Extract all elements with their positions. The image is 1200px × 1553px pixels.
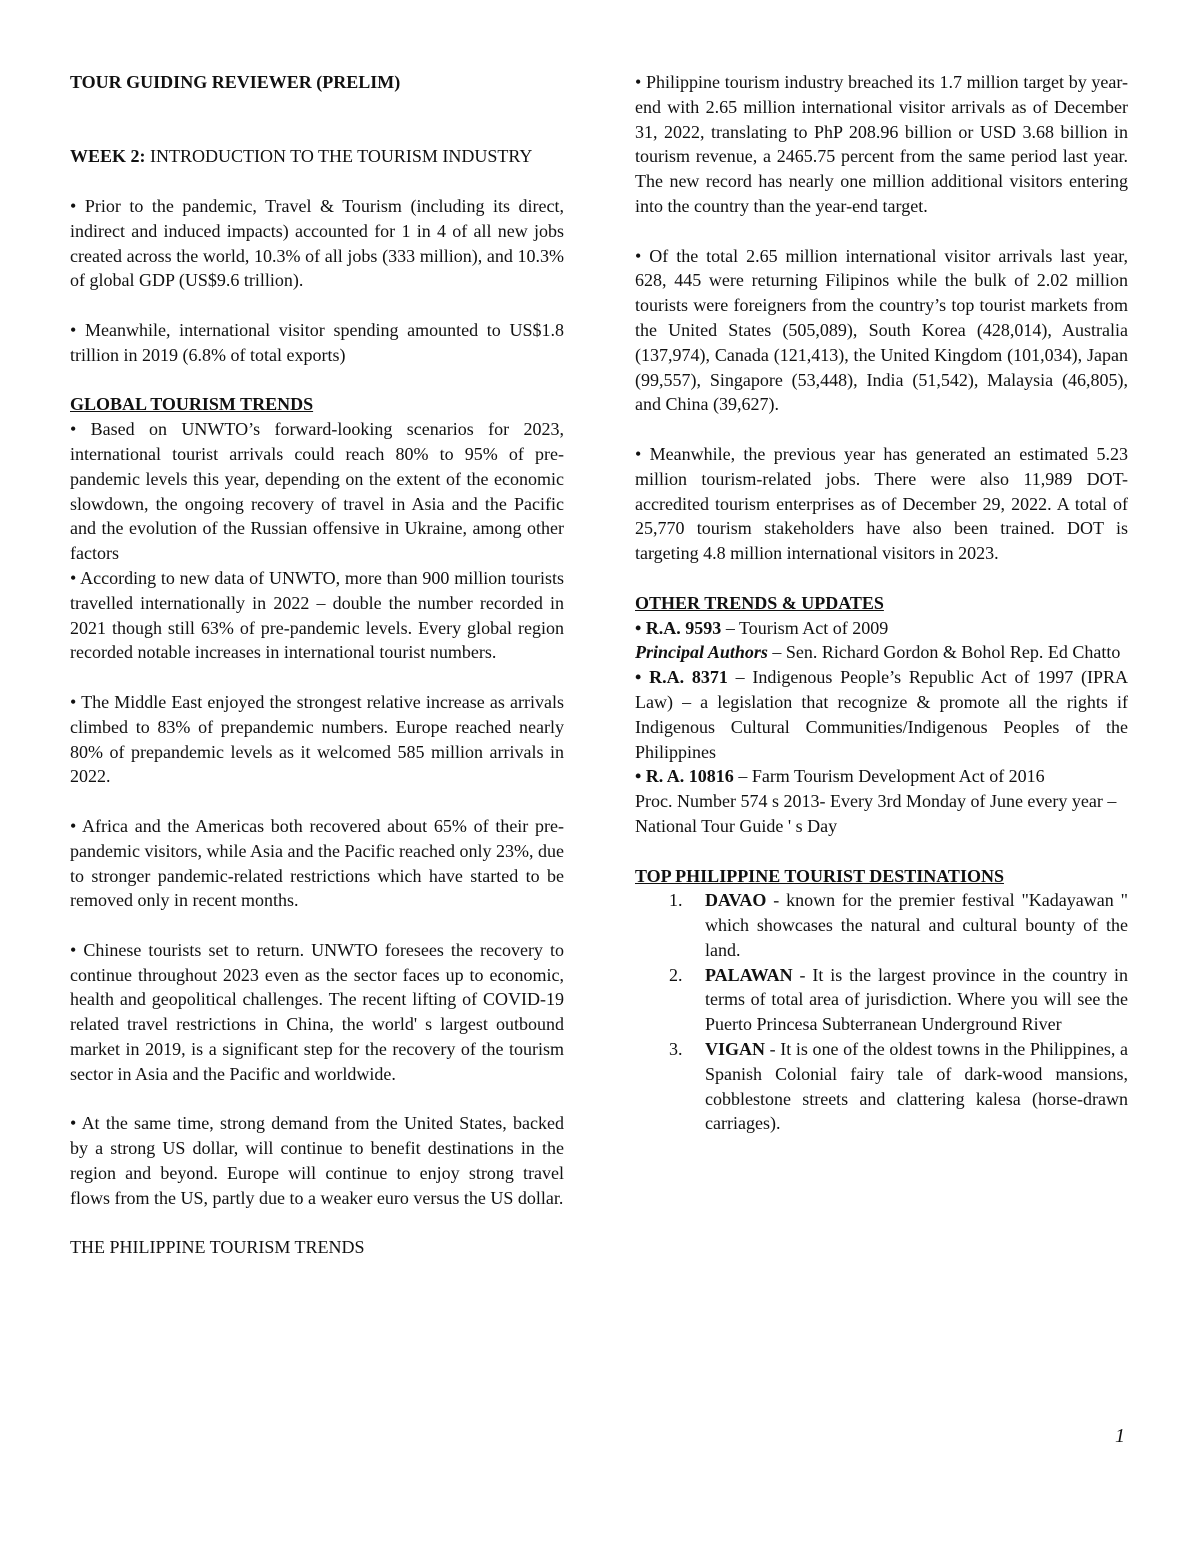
global-bullet: • Chinese tourists set to return. UNWTO foresees the recovery to continue throughout 2023 even as the sector faces up to economic, health and geopolitical challenges. The recent lifting of COVID-19 related travel restrictions in China, the world' s largest outbound market in 2019, is a significant step for the recovery of the tourism sector in Asia and the Pacific and worldwide.: [70, 939, 564, 1084]
destination-desc: - It is the largest province in the country in terms of total area of jurisdiction. Where you will see the Puerto Princesa Subterranean Underground River: [705, 964, 1128, 1035]
left-column: [70, 70, 564, 1260]
ra-10816-label: • R. A. 10816: [635, 766, 734, 787]
global-trends-heading: GLOBAL TOURISM TRENDS: [70, 394, 314, 415]
authors-line: [635, 640, 1128, 665]
ph-bullet: • Of the total 2.65 million international visitor arrivals last year, 628, 445 were returning Filipinos while the bulk of 2.02 million tourists were foreigners from the country’s top tourist markets from the United States (505,089), South Korea (428,014), Australia (137,974), Canada (121,413), the United Kingdom (101,034), Japan (99,557), Singapore (53,448), India (51,542), Malaysia (46,805), and China (39,627).: [635, 245, 1128, 415]
ra-8371-line: [635, 665, 1128, 764]
item-number: 3.: [669, 1039, 683, 1060]
other-trends-heading: OTHER TRENDS & UPDATES: [635, 592, 884, 613]
right-column: [635, 70, 1128, 1136]
authors-text: – Sen. Richard Gordon & Bohol Rep. Ed Chatto: [767, 642, 1121, 663]
ra-8371-label: • R.A. 8371: [635, 667, 728, 688]
list-item: [635, 963, 1128, 1037]
ra-9593-label: • R.A. 9593: [635, 617, 722, 638]
week-title: INTRODUCTION TO THE TOURISM INDUSTRY: [145, 146, 533, 167]
week-label: WEEK 2:: [70, 146, 146, 167]
global-bullet: • The Middle East enjoyed the strongest relative increase as arrivals climbed to 83% of prepandemic numbers. Europe reached nearly 80% of prepandemic levels as it welcomed 585 million arrivals in 2022.: [70, 691, 564, 787]
destination-desc: - It is one of the oldest towns in the Philippines, a Spanish Colonial fairy tale of dark-wood mansions, cobblestone streets and clattering kalesa (horse-drawn carriages).: [705, 1039, 1128, 1134]
ra-8371-text: – Indigenous People’s Republic Act of 1997 (IPRA Law) – a legislation that recognize & promote all the rights if Indigenous Cultural Communities/Indigenous Peoples of the Philippines: [635, 667, 1128, 762]
page-number: 1: [1115, 1425, 1125, 1447]
destinations-list: [635, 888, 1128, 1136]
destination-name: VIGAN: [705, 1039, 766, 1060]
global-bullet: • Africa and the Americas both recovered about 65% of their pre-pandemic visitors, while Asia and the Pacific reached only 23%, due to stronger pandemic-related restrictions which have started to be removed only in recent months.: [70, 815, 564, 911]
ph-trends-heading: THE PHILIPPINE TOURISM TRENDS: [70, 1237, 365, 1258]
intro-bullet: • Prior to the pandemic, Travel & Tourism (including its direct, indirect and induced impacts) accounted for 1 in 4 of all new jobs created across the world, 10.3% of all jobs (333 million), and 10.3% of global GDP (US$9.6 trillion).: [70, 195, 564, 291]
ra-9593-line: [635, 616, 1128, 641]
list-item: [635, 1037, 1128, 1136]
global-bullet: • At the same time, strong demand from the United States, backed by a strong US dollar, will continue to benefit destinations in the region and beyond. Europe will continue to enjoy strong travel flows from the US, partly due to a weaker euro versus the US dollar.: [70, 1113, 564, 1208]
destination-name: PALAWAN: [705, 964, 793, 985]
ra-9593-text: – Tourism Act of 2009: [721, 617, 889, 638]
week-heading: [70, 144, 564, 169]
destinations-heading: TOP PHILIPPINE TOURIST DESTINATIONS: [635, 865, 1004, 886]
item-number: 1.: [669, 890, 683, 911]
proc-line: Proc. Number 574 s 2013- Every 3rd Monday of June every year – National Tour Guide ' s Day: [635, 791, 1117, 836]
list-item: [635, 888, 1128, 962]
global-bullet: • Based on UNWTO’s forward-looking scenarios for 2023, international tourist arrivals could reach 80% to 95% of pre-pandemic levels this year, depending on the extent of the economic slowdown, the ongoing recovery of travel in Asia and the Pacific and the evolution of the Russian offensive in Ukraine, among other factors: [70, 419, 564, 564]
destination-name: DAVAO: [705, 890, 767, 911]
ph-bullet: • Meanwhile, the previous year has generated an estimated 5.23 million tourism-related jobs. There were also 11,989 DOT-accredited tourism enterprises as of December 29, 2022. A total of 25,770 tourism stakeholders have also been trained. DOT is targeting 4.8 million international visitors in 2023.: [635, 443, 1128, 564]
ra-10816-line: [635, 764, 1128, 789]
ra-10816-text: – Farm Tourism Development Act of 2016: [733, 766, 1045, 787]
authors-label: Principal Authors: [635, 642, 768, 663]
document-title: TOUR GUIDING REVIEWER (PRELIM): [70, 72, 401, 92]
global-bullet: • According to new data of UNWTO, more than 900 million tourists travelled internationally in 2022 – double the number recorded in 2021 though still 63% of pre-pandemic levels. Every global region recorded notable increases in international tourist numbers.: [70, 567, 564, 663]
ph-bullet: • Philippine tourism industry breached its 1.7 million target by year-end with 2.65 million international visitor arrivals as of December 31, 2022, translating to PhP 208.96 billion or USD 3.68 billion in tourism revenue, a 2465.75 percent from the same period last year. The new record has nearly one million additional visitors entering into the country than the year-end target.: [635, 72, 1128, 216]
intro-bullet: • Meanwhile, international visitor spending amounted to US$1.8 trillion in 2019 (6.8% of total exports): [70, 319, 564, 365]
destination-desc: - known for the premier festival "Kadayawan " which showcases the natural and cultural bounty of the land.: [705, 890, 1128, 960]
item-number: 2.: [669, 964, 683, 985]
